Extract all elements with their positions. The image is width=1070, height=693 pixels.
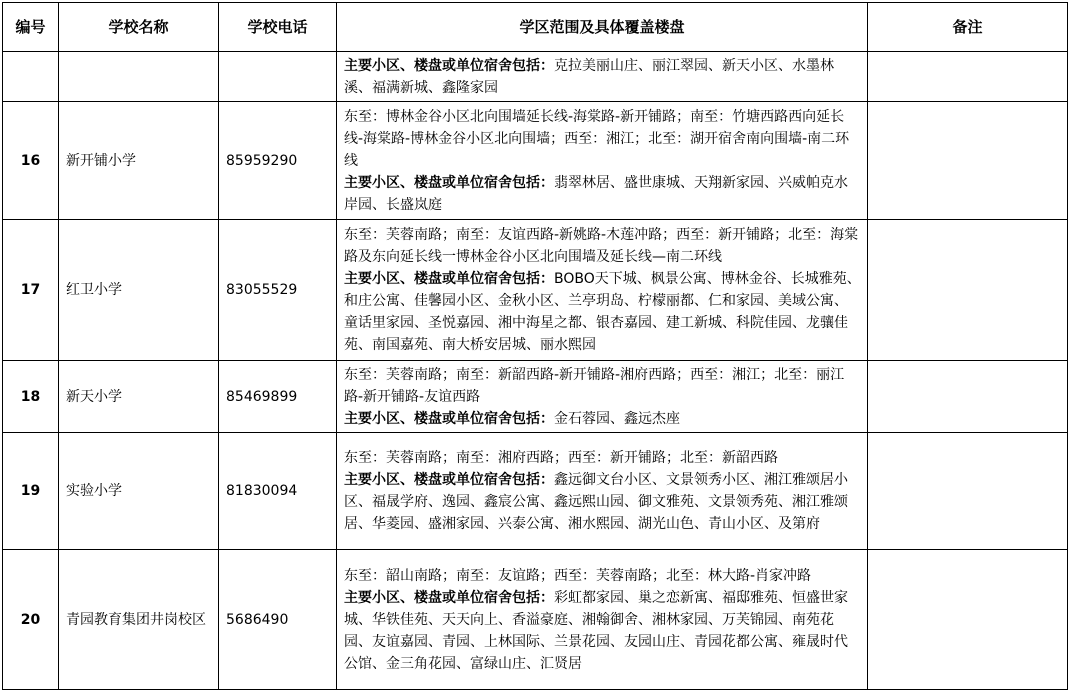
row-num: 19 bbox=[3, 433, 59, 550]
row-estates bbox=[344, 408, 861, 430]
row-estates bbox=[344, 268, 861, 356]
row-district-range bbox=[337, 52, 868, 102]
row-boundary: 东至：芙蓉南路；南至：湘府西路；西至：新开铺路；北至：新韶西路 bbox=[344, 450, 778, 466]
row-num: 16 bbox=[3, 102, 59, 220]
row-note bbox=[868, 52, 1068, 102]
school-district-table bbox=[2, 2, 1068, 690]
row-school-phone: 5686490 bbox=[219, 550, 337, 690]
header-school-name: 学校名称 bbox=[59, 3, 219, 52]
estates-list: 金石蓉园、鑫远杰座 bbox=[554, 410, 680, 427]
estates-lead-label: 主要小区、楼盘或单位宿舍包括： bbox=[344, 410, 554, 427]
row-school-name: 青园教育集团井岗校区 bbox=[59, 550, 219, 690]
header-note: 备注 bbox=[868, 3, 1068, 52]
table-row bbox=[3, 52, 1068, 102]
row-num bbox=[3, 52, 59, 102]
row-note bbox=[868, 361, 1068, 433]
table-row bbox=[3, 102, 1068, 220]
estates-lead-label: 主要小区、楼盘或单位宿舍包括： bbox=[344, 472, 554, 488]
row-school-name: 实验小学 bbox=[59, 433, 219, 550]
row-district-range bbox=[337, 361, 868, 433]
row-school-name: 新开铺小学 bbox=[59, 102, 219, 220]
header-district-range: 学区范围及具体覆盖楼盘 bbox=[337, 3, 868, 52]
table-row bbox=[3, 361, 1068, 433]
table-row bbox=[3, 220, 1068, 361]
row-estates bbox=[344, 172, 861, 216]
row-num: 18 bbox=[3, 361, 59, 433]
row-district-range bbox=[337, 220, 868, 361]
header-num: 编号 bbox=[3, 3, 59, 52]
estates-lead-label: 主要小区、楼盘或单位宿舍包括： bbox=[344, 589, 554, 606]
row-boundary: 东至：芙蓉南路；南至：友谊西路-新姚路-木莲冲路；西至：新开铺路；北至：海棠路及东向延长线一博林金谷小区北向围墙及延长线—南二环线 bbox=[344, 227, 859, 265]
row-note bbox=[868, 102, 1068, 220]
row-school-phone: 83055529 bbox=[219, 220, 337, 361]
row-school-name: 红卫小学 bbox=[59, 220, 219, 361]
header-row bbox=[3, 3, 1068, 52]
estates-list: 彩虹都家园、巢之恋新寓、福邸雅苑、恒盛世家城、华铁佳苑、天天向上、香溢豪庭、湘翰御舍、湘林家园、万芙锦园、南苑花园、友谊嘉园、青园、上林国际、兰景花园、友园山庄、青园花都公寓、雍晟时代公馆、金三角花园、富绿山庄、汇贤居 bbox=[344, 589, 848, 672]
row-school-phone: 81830094 bbox=[219, 433, 337, 550]
estates-list: 鑫远御文台小区、文景领秀小区、湘江雅颂居小区、福晟学府、逸园、鑫宸公寓、鑫远熙山园、御文雅苑、文景领秀苑、湘江雅颂居、华菱园、盛湘家园、兴泰公寓、湘水熙园、湖光山色、青山小区、及第府 bbox=[344, 472, 848, 532]
row-boundary: 东至：博林金谷小区北向围墙延长线-海棠路-新开铺路；南至：竹塘西路西向延长线-海棠路-博林金谷小区北向围墙；西至：湘江；北至：湖开宿舍南向围墙-南二环线 bbox=[344, 108, 850, 169]
table-row bbox=[3, 550, 1068, 690]
header-school-phone: 学校电话 bbox=[219, 3, 337, 52]
row-num: 17 bbox=[3, 220, 59, 361]
row-school-phone: 85469899 bbox=[219, 361, 337, 433]
estates-list: BOBO天下城、枫景公寓、博林金谷、长城雅苑、和庄公寓、佳馨园小区、金秋小区、兰亭玥岛、柠檬丽都、仁和家园、美域公寓、童话里家园、圣悦嘉园、湘中海星之都、银杏嘉园、建工新城、科院佳园、龙骧佳苑、南国嘉苑、南大桥安居城、丽水熙园 bbox=[344, 271, 861, 353]
row-district-range bbox=[337, 550, 868, 690]
row-district-range bbox=[337, 433, 868, 550]
row-estates bbox=[344, 469, 861, 535]
row-school-phone bbox=[219, 52, 337, 102]
estates-list: 克拉美丽山庄、丽江翠园、新天小区、水墨林溪、福满新城、鑫隆家园 bbox=[344, 57, 834, 96]
row-school-phone: 85959290 bbox=[219, 102, 337, 220]
table-row bbox=[3, 433, 1068, 550]
row-school-name bbox=[59, 52, 219, 102]
row-district-range bbox=[337, 102, 868, 220]
row-num: 20 bbox=[3, 550, 59, 690]
row-estates bbox=[344, 55, 861, 99]
row-boundary: 东至：芙蓉南路；南至：新韶西路-新开铺路-湘府西路；西至：湘江；北至：丽江路-新开铺路-友谊西路 bbox=[344, 366, 845, 405]
row-boundary: 东至：韶山南路；南至：友谊路；西至：芙蓉南路；北至：林大路-肖家冲路 bbox=[344, 567, 812, 584]
estates-lead-label: 主要小区、楼盘或单位宿舍包括： bbox=[344, 57, 554, 74]
row-school-name: 新天小学 bbox=[59, 361, 219, 433]
row-note bbox=[868, 550, 1068, 690]
estates-lead-label: 主要小区、楼盘或单位宿舍包括： bbox=[344, 271, 554, 287]
row-note bbox=[868, 220, 1068, 361]
row-estates bbox=[344, 587, 861, 675]
estates-lead-label: 主要小区、楼盘或单位宿舍包括： bbox=[344, 174, 554, 191]
row-note bbox=[868, 433, 1068, 550]
estates-list: 翡翠林居、盛世康城、天翔新家园、兴威帕克水岸园、长盛岚庭 bbox=[344, 174, 848, 213]
